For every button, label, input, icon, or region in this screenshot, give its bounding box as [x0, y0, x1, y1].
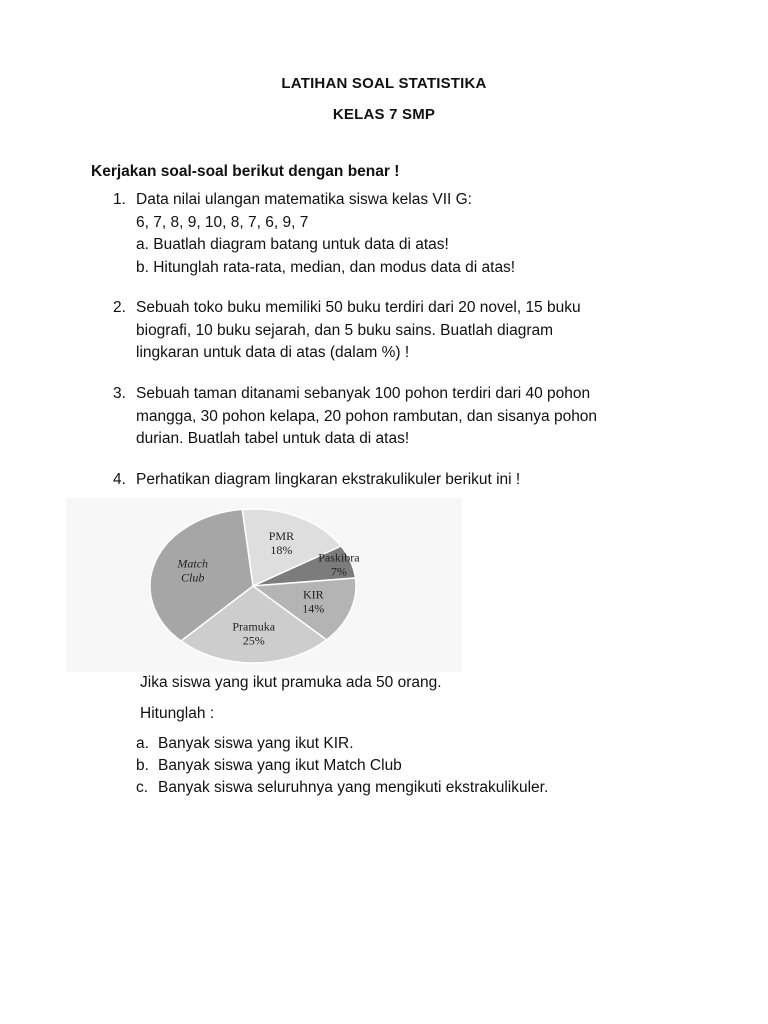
sub-question-text: Banyak siswa seluruhnya yang mengikuti ekstrakulikuler. [158, 779, 549, 796]
extracurricular-pie-chart [66, 498, 462, 672]
question-body [136, 297, 736, 365]
page-title: LATIHAN SOAL STATISTIKA [281, 75, 487, 92]
pie-label-pramuka: 25% [242, 633, 265, 648]
question-line: biografi, 10 buku sejarah, dan 5 buku sains. Buatlah diagram [136, 321, 554, 339]
question-number: 1. [113, 191, 126, 208]
question-body [136, 469, 736, 492]
pie-label-paskibra: 7% [330, 564, 347, 579]
pie-label-match-club: Match [177, 556, 209, 571]
question-line: Data nilai ulangan matematika siswa kelas VII G: [136, 191, 472, 208]
pie-label-paskibra: Paskibra [318, 550, 360, 565]
sub-question-letter: b. [136, 757, 149, 774]
sub-question-text: Banyak siswa yang ikut KIR. [158, 735, 354, 752]
question-line: durian. Buatlah tabel untuk data di atas! [136, 430, 410, 447]
pie-label-match-club: Club [181, 570, 205, 585]
question-body [136, 383, 736, 451]
prompt-text: Hitunglah : [140, 705, 215, 722]
pie-label-pramuka: Pramuka [232, 619, 276, 634]
question-number: 2. [113, 299, 126, 316]
pie-label-pmr: 18% [270, 543, 293, 558]
question-line: lingkaran untuk data di atas (dalam %) ! [136, 344, 410, 361]
question-body [136, 189, 736, 279]
pie-label-pmr: PMR [268, 529, 295, 544]
question-line: a. Buatlah diagram batang untuk data di atas! [136, 236, 449, 253]
pie-label-kir: 14% [302, 601, 325, 616]
question-line: Sebuah taman ditanami sebanyak 100 pohon terdiri dari 40 pohon [136, 385, 591, 402]
condition-text: Jika siswa yang ikut pramuka ada 50 orang. [140, 674, 442, 691]
question-line: Perhatikan diagram lingkaran ekstrakulikuler berikut ini ! [136, 471, 521, 488]
question-line: mangga, 30 pohon kelapa, 20 pohon rambutan, dan sisanya pohon [136, 407, 598, 425]
question-line: b. Hitunglah rata-rata, median, dan modus data di atas! [136, 258, 516, 276]
pie-label-kir: KIR [302, 587, 324, 602]
question-number: 4. [113, 471, 126, 488]
sub-question-letter: a. [136, 735, 149, 752]
page-subtitle: KELAS 7 SMP [332, 106, 436, 123]
question-line: Sebuah toko buku memiliki 50 buku terdiri dari 20 novel, 15 buku [136, 299, 581, 316]
question-line: 6, 7, 8, 9, 10, 8, 7, 6, 9, 7 [136, 213, 309, 231]
question-number: 3. [113, 385, 126, 402]
instruction-text: Kerjakan soal-soal berikut dengan benar ! [91, 163, 400, 180]
sub-question-text: Banyak siswa yang ikut Match Club [158, 757, 402, 774]
sub-question-letter: c. [136, 779, 149, 796]
